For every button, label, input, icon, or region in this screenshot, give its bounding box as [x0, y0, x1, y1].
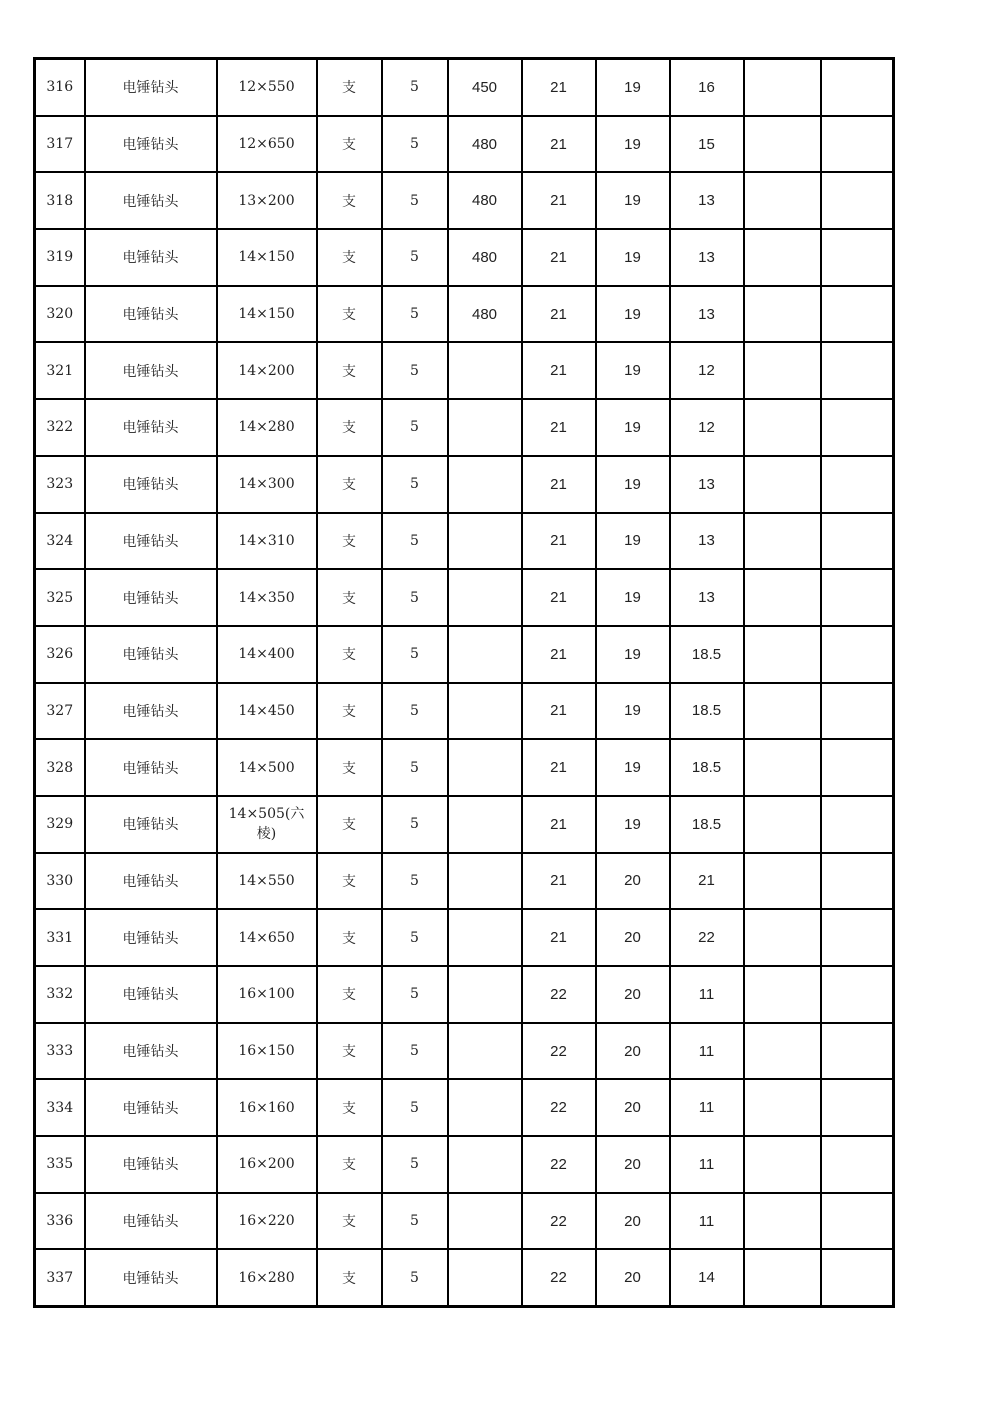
table-row — [35, 569, 894, 626]
cell-unit: 支 — [317, 909, 382, 966]
cell-item-name: 电锤钻头 — [85, 626, 217, 683]
cell-col-8: 19 — [596, 116, 670, 173]
cell-col-11 — [821, 59, 894, 116]
cell-specification: 16×100 — [217, 966, 317, 1023]
cell-col-6 — [448, 739, 522, 796]
cell-unit: 支 — [317, 1079, 382, 1136]
cell-col-6 — [448, 683, 522, 740]
cell-col-6 — [448, 1079, 522, 1136]
cell-unit: 支 — [317, 286, 382, 343]
cell-quantity: 5 — [382, 229, 448, 286]
cell-unit: 支 — [317, 1136, 382, 1193]
cell-col-8: 19 — [596, 229, 670, 286]
cell-unit: 支 — [317, 116, 382, 173]
cell-col-6 — [448, 1136, 522, 1193]
cell-unit: 支 — [317, 229, 382, 286]
cell-item-name: 电锤钻头 — [85, 1023, 217, 1080]
cell-col-8: 20 — [596, 1249, 670, 1306]
cell-col-7: 22 — [522, 1193, 596, 1250]
cell-quantity: 5 — [382, 739, 448, 796]
cell-col-8: 19 — [596, 683, 670, 740]
cell-item-number: 324 — [35, 513, 85, 570]
cell-unit: 支 — [317, 739, 382, 796]
cell-col-7: 21 — [522, 399, 596, 456]
cell-specification: 14×310 — [217, 513, 317, 570]
cell-col-11 — [821, 399, 894, 456]
cell-specification: 14×550 — [217, 853, 317, 910]
cell-item-number: 332 — [35, 966, 85, 1023]
cell-quantity: 5 — [382, 342, 448, 399]
cell-col-10 — [744, 59, 821, 116]
cell-col-6 — [448, 1249, 522, 1306]
cell-quantity: 5 — [382, 286, 448, 343]
cell-col-10 — [744, 399, 821, 456]
table-row — [35, 513, 894, 570]
table-row — [35, 796, 894, 853]
cell-item-name: 电锤钻头 — [85, 683, 217, 740]
table-row — [35, 1249, 894, 1306]
table-row — [35, 286, 894, 343]
cell-col-9: 11 — [670, 1193, 744, 1250]
cell-col-9: 13 — [670, 569, 744, 626]
cell-unit: 支 — [317, 399, 382, 456]
cell-item-name: 电锤钻头 — [85, 909, 217, 966]
cell-item-name: 电锤钻头 — [85, 796, 217, 853]
cell-col-10 — [744, 456, 821, 513]
cell-col-6 — [448, 966, 522, 1023]
cell-col-11 — [821, 1023, 894, 1080]
cell-col-9: 13 — [670, 172, 744, 229]
cell-item-name: 电锤钻头 — [85, 1079, 217, 1136]
cell-col-9: 18.5 — [670, 626, 744, 683]
cell-unit: 支 — [317, 853, 382, 910]
cell-col-8: 19 — [596, 626, 670, 683]
cell-item-number: 322 — [35, 399, 85, 456]
cell-item-number: 329 — [35, 796, 85, 853]
cell-col-7: 22 — [522, 1249, 596, 1306]
cell-col-9: 11 — [670, 966, 744, 1023]
cell-col-8: 20 — [596, 966, 670, 1023]
cell-col-8: 19 — [596, 399, 670, 456]
cell-col-9: 12 — [670, 399, 744, 456]
cell-item-name: 电锤钻头 — [85, 853, 217, 910]
cell-col-10 — [744, 172, 821, 229]
table-row — [35, 172, 894, 229]
cell-unit: 支 — [317, 1249, 382, 1306]
cell-unit: 支 — [317, 796, 382, 853]
cell-col-6: 480 — [448, 229, 522, 286]
cell-item-name: 电锤钻头 — [85, 569, 217, 626]
cell-item-number: 316 — [35, 59, 85, 116]
cell-item-number: 328 — [35, 739, 85, 796]
cell-item-name: 电锤钻头 — [85, 513, 217, 570]
cell-col-6 — [448, 853, 522, 910]
cell-item-name: 电锤钻头 — [85, 1249, 217, 1306]
cell-col-9: 12 — [670, 342, 744, 399]
cell-col-7: 21 — [522, 342, 596, 399]
cell-col-9: 22 — [670, 909, 744, 966]
cell-col-8: 19 — [596, 342, 670, 399]
cell-col-9: 11 — [670, 1136, 744, 1193]
cell-col-6 — [448, 569, 522, 626]
cell-quantity: 5 — [382, 853, 448, 910]
cell-specification: 14×650 — [217, 909, 317, 966]
table-row — [35, 456, 894, 513]
cell-col-8: 20 — [596, 853, 670, 910]
cell-col-6 — [448, 1023, 522, 1080]
cell-col-7: 21 — [522, 909, 596, 966]
cell-unit: 支 — [317, 456, 382, 513]
table-body — [35, 59, 894, 1307]
cell-specification: 14×280 — [217, 399, 317, 456]
cell-col-11 — [821, 909, 894, 966]
cell-col-9: 13 — [670, 513, 744, 570]
cell-unit: 支 — [317, 172, 382, 229]
cell-col-10 — [744, 569, 821, 626]
cell-col-8: 20 — [596, 1023, 670, 1080]
cell-col-8: 19 — [596, 513, 670, 570]
cell-item-name: 电锤钻头 — [85, 286, 217, 343]
cell-quantity: 5 — [382, 1023, 448, 1080]
cell-col-7: 22 — [522, 1023, 596, 1080]
cell-item-number: 337 — [35, 1249, 85, 1306]
cell-col-11 — [821, 683, 894, 740]
cell-item-number: 336 — [35, 1193, 85, 1250]
cell-col-7: 21 — [522, 116, 596, 173]
cell-col-11 — [821, 853, 894, 910]
cell-specification: 16×220 — [217, 1193, 317, 1250]
cell-col-7: 21 — [522, 172, 596, 229]
cell-col-6 — [448, 342, 522, 399]
cell-specification: 12×650 — [217, 116, 317, 173]
table-row — [35, 342, 894, 399]
cell-item-name: 电锤钻头 — [85, 229, 217, 286]
cell-unit: 支 — [317, 569, 382, 626]
cell-unit: 支 — [317, 683, 382, 740]
cell-specification: 14×300 — [217, 456, 317, 513]
cell-col-10 — [744, 1249, 821, 1306]
cell-col-9: 13 — [670, 229, 744, 286]
cell-col-6 — [448, 1193, 522, 1250]
cell-item-name: 电锤钻头 — [85, 456, 217, 513]
cell-quantity: 5 — [382, 456, 448, 513]
cell-col-8: 20 — [596, 1079, 670, 1136]
table-row — [35, 626, 894, 683]
cell-specification: 14×200 — [217, 342, 317, 399]
cell-col-10 — [744, 1079, 821, 1136]
cell-item-name: 电锤钻头 — [85, 342, 217, 399]
cell-specification: 14×150 — [217, 229, 317, 286]
cell-col-10 — [744, 1023, 821, 1080]
cell-unit: 支 — [317, 342, 382, 399]
cell-col-7: 21 — [522, 286, 596, 343]
cell-unit: 支 — [317, 513, 382, 570]
cell-quantity: 5 — [382, 172, 448, 229]
cell-col-9: 16 — [670, 59, 744, 116]
cell-quantity: 5 — [382, 399, 448, 456]
cell-quantity: 5 — [382, 909, 448, 966]
cell-col-11 — [821, 1136, 894, 1193]
cell-col-6 — [448, 399, 522, 456]
cell-unit: 支 — [317, 1193, 382, 1250]
cell-col-10 — [744, 286, 821, 343]
cell-col-7: 21 — [522, 569, 596, 626]
cell-col-10 — [744, 1136, 821, 1193]
cell-item-name: 电锤钻头 — [85, 116, 217, 173]
cell-col-6 — [448, 796, 522, 853]
cell-col-8: 20 — [596, 1193, 670, 1250]
cell-col-11 — [821, 513, 894, 570]
cell-col-7: 21 — [522, 229, 596, 286]
cell-col-6 — [448, 456, 522, 513]
cell-specification: 13×200 — [217, 172, 317, 229]
cell-quantity: 5 — [382, 513, 448, 570]
cell-item-number: 327 — [35, 683, 85, 740]
cell-col-7: 21 — [522, 626, 596, 683]
cell-col-7: 21 — [522, 513, 596, 570]
table-row — [35, 1023, 894, 1080]
cell-col-9: 13 — [670, 286, 744, 343]
cell-item-name: 电锤钻头 — [85, 399, 217, 456]
cell-unit: 支 — [317, 59, 382, 116]
table-row — [35, 1079, 894, 1136]
cell-col-6 — [448, 909, 522, 966]
table-row — [35, 853, 894, 910]
cell-col-10 — [744, 626, 821, 683]
cell-col-6 — [448, 513, 522, 570]
cell-col-8: 19 — [596, 286, 670, 343]
cell-col-10 — [744, 853, 821, 910]
cell-col-7: 21 — [522, 796, 596, 853]
cell-col-8: 19 — [596, 569, 670, 626]
cell-col-11 — [821, 796, 894, 853]
table-row — [35, 59, 894, 116]
cell-item-name: 电锤钻头 — [85, 1193, 217, 1250]
cell-col-11 — [821, 569, 894, 626]
cell-col-11 — [821, 229, 894, 286]
cell-col-11 — [821, 966, 894, 1023]
cell-item-number: 318 — [35, 172, 85, 229]
cell-col-10 — [744, 966, 821, 1023]
cell-item-number: 335 — [35, 1136, 85, 1193]
cell-item-number: 333 — [35, 1023, 85, 1080]
cell-item-number: 326 — [35, 626, 85, 683]
cell-specification: 16×200 — [217, 1136, 317, 1193]
cell-item-number: 334 — [35, 1079, 85, 1136]
price-table — [33, 57, 895, 1308]
cell-quantity: 5 — [382, 626, 448, 683]
cell-col-8: 20 — [596, 1136, 670, 1193]
cell-specification: 14×450 — [217, 683, 317, 740]
cell-quantity: 5 — [382, 1193, 448, 1250]
cell-item-name: 电锤钻头 — [85, 172, 217, 229]
cell-col-7: 22 — [522, 1136, 596, 1193]
cell-col-10 — [744, 739, 821, 796]
cell-specification: 16×160 — [217, 1079, 317, 1136]
cell-quantity: 5 — [382, 1136, 448, 1193]
cell-col-10 — [744, 116, 821, 173]
cell-col-11 — [821, 116, 894, 173]
cell-specification: 16×150 — [217, 1023, 317, 1080]
cell-specification: 14×150 — [217, 286, 317, 343]
cell-col-11 — [821, 342, 894, 399]
cell-col-6: 450 — [448, 59, 522, 116]
cell-unit: 支 — [317, 1023, 382, 1080]
cell-col-8: 19 — [596, 796, 670, 853]
cell-col-10 — [744, 683, 821, 740]
cell-item-number: 319 — [35, 229, 85, 286]
cell-col-6: 480 — [448, 286, 522, 343]
cell-col-10 — [744, 513, 821, 570]
cell-col-7: 21 — [522, 853, 596, 910]
cell-specification: 14×500 — [217, 739, 317, 796]
cell-quantity: 5 — [382, 59, 448, 116]
cell-specification: 14×505(六棱) — [217, 796, 317, 853]
table-row — [35, 229, 894, 286]
cell-col-7: 22 — [522, 1079, 596, 1136]
cell-specification: 14×400 — [217, 626, 317, 683]
cell-col-9: 13 — [670, 456, 744, 513]
cell-col-10 — [744, 229, 821, 286]
cell-col-8: 19 — [596, 739, 670, 796]
cell-col-9: 15 — [670, 116, 744, 173]
cell-quantity: 5 — [382, 1079, 448, 1136]
cell-col-6: 480 — [448, 116, 522, 173]
cell-col-8: 19 — [596, 456, 670, 513]
cell-col-9: 14 — [670, 1249, 744, 1306]
cell-col-7: 21 — [522, 59, 596, 116]
cell-col-7: 21 — [522, 683, 596, 740]
table-row — [35, 909, 894, 966]
table-row — [35, 739, 894, 796]
cell-col-7: 21 — [522, 456, 596, 513]
cell-col-8: 20 — [596, 909, 670, 966]
cell-item-number: 325 — [35, 569, 85, 626]
cell-col-10 — [744, 342, 821, 399]
cell-unit: 支 — [317, 626, 382, 683]
cell-item-number: 321 — [35, 342, 85, 399]
cell-quantity: 5 — [382, 1249, 448, 1306]
cell-col-11 — [821, 1249, 894, 1306]
cell-col-8: 19 — [596, 172, 670, 229]
cell-col-8: 19 — [596, 59, 670, 116]
cell-col-9: 21 — [670, 853, 744, 910]
cell-col-11 — [821, 626, 894, 683]
table-row — [35, 399, 894, 456]
cell-quantity: 5 — [382, 116, 448, 173]
cell-quantity: 5 — [382, 796, 448, 853]
table-row — [35, 1136, 894, 1193]
cell-col-9: 11 — [670, 1023, 744, 1080]
cell-item-number: 317 — [35, 116, 85, 173]
cell-col-10 — [744, 909, 821, 966]
cell-specification: 14×350 — [217, 569, 317, 626]
cell-item-name: 电锤钻头 — [85, 739, 217, 796]
cell-quantity: 5 — [382, 569, 448, 626]
cell-item-number: 323 — [35, 456, 85, 513]
cell-col-11 — [821, 1079, 894, 1136]
cell-item-number: 331 — [35, 909, 85, 966]
cell-col-7: 21 — [522, 739, 596, 796]
cell-item-number: 330 — [35, 853, 85, 910]
cell-col-6 — [448, 626, 522, 683]
cell-col-10 — [744, 796, 821, 853]
cell-col-9: 18.5 — [670, 796, 744, 853]
cell-col-10 — [744, 1193, 821, 1250]
cell-col-11 — [821, 1193, 894, 1250]
cell-col-11 — [821, 456, 894, 513]
cell-item-name: 电锤钻头 — [85, 966, 217, 1023]
cell-item-name: 电锤钻头 — [85, 1136, 217, 1193]
cell-col-9: 11 — [670, 1079, 744, 1136]
cell-col-11 — [821, 739, 894, 796]
table-row — [35, 683, 894, 740]
cell-col-11 — [821, 172, 894, 229]
cell-quantity: 5 — [382, 683, 448, 740]
cell-col-9: 18.5 — [670, 683, 744, 740]
cell-quantity: 5 — [382, 966, 448, 1023]
cell-col-6: 480 — [448, 172, 522, 229]
cell-col-11 — [821, 286, 894, 343]
cell-item-number: 320 — [35, 286, 85, 343]
cell-specification: 12×550 — [217, 59, 317, 116]
cell-item-name: 电锤钻头 — [85, 59, 217, 116]
table-row — [35, 966, 894, 1023]
table-row — [35, 1193, 894, 1250]
cell-col-7: 22 — [522, 966, 596, 1023]
cell-unit: 支 — [317, 966, 382, 1023]
cell-specification: 16×280 — [217, 1249, 317, 1306]
cell-col-9: 18.5 — [670, 739, 744, 796]
table-row — [35, 116, 894, 173]
